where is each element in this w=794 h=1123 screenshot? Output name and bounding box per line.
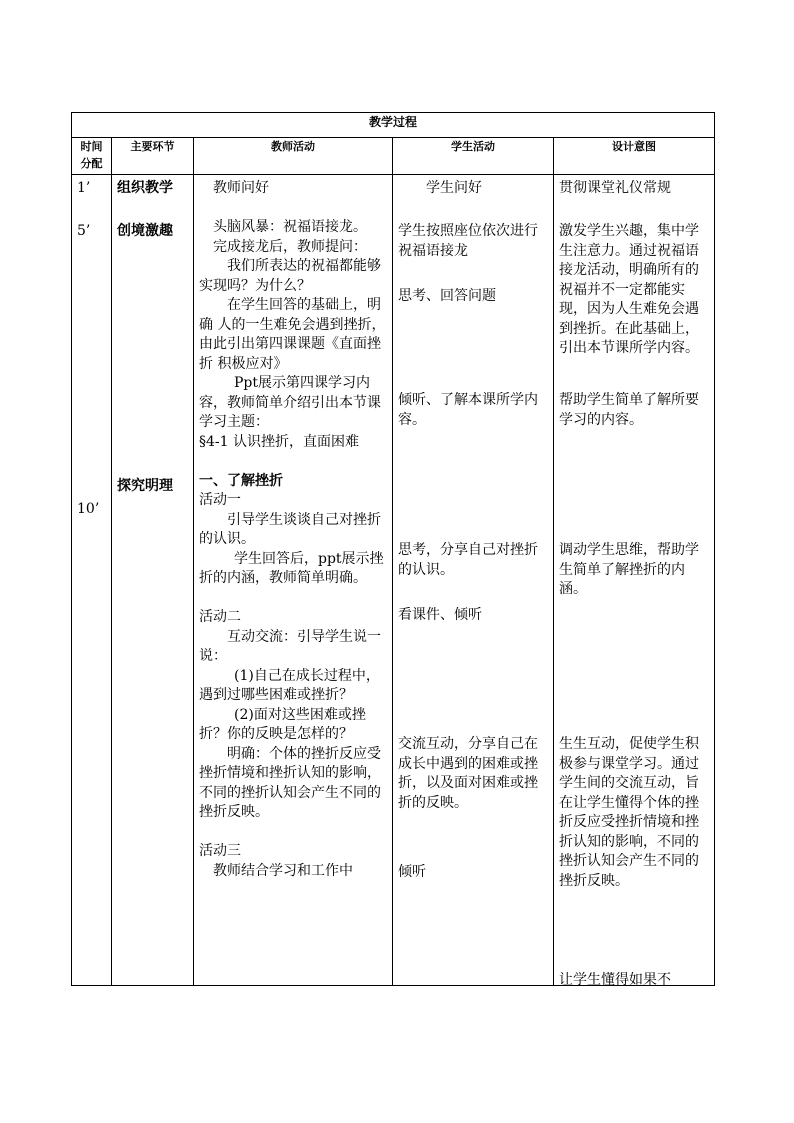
teacher-text: 学生回答后，ppt展示挫折的内涵，教师简单明确。 <box>199 550 384 586</box>
teacher-text: 互动交流：引导学生说一说： <box>199 628 381 664</box>
design-text: 调动学生思维，帮助学生简单了解挫折的内涵。 <box>559 542 699 597</box>
link-situation: 创境激趣 <box>117 223 173 239</box>
teacher-text: §4-1 认识挫折，直面困难 <box>199 433 359 450</box>
teacher-text: (2)面对这些困难或挫折？你的反映是怎样的？ <box>199 706 366 742</box>
link-explore: 探究明理 <box>117 478 173 494</box>
link-organize: 组织教学 <box>117 180 173 196</box>
design-text: 激发学生兴趣，集中学生注意力。通过祝福语接龙活动，明确所有的祝福并不一定都能实现，因为人生难免会遇到挫折。在此基础上，引出本节课所学内容。 <box>559 223 699 356</box>
student-text: 思考，分享自己对挫折的认识。 <box>398 542 538 578</box>
teacher-text: 引导学生谈谈自己对挫折的认识。 <box>199 511 381 547</box>
design-text: 让学生懂得如果不 <box>559 972 671 988</box>
teacher-activity-label: 活动三 <box>199 843 241 859</box>
design-text: 帮助学生简单了解所要学习的内容。 <box>559 392 699 428</box>
student-text: 学生问好 <box>426 180 482 196</box>
design-text: 贯彻课堂礼仪常规 <box>559 180 671 196</box>
student-text: 交流互动，分享自己在成长中遇到的困难或挫折，以及面对困难或挫折的反映。 <box>398 736 538 811</box>
teacher-text: 教师结合学习和工作中 <box>213 862 353 879</box>
teacher-activity-label: 活动一 <box>199 492 241 508</box>
teacher-section-heading: 一、了解挫折 <box>199 472 283 489</box>
teacher-text: 在学生回答的基础上，明确 人的一生难免会遇到挫折，由此引出第四课课题《直面挫折 积极应对》 <box>199 297 386 372</box>
header-teacher-activity: 教师活动 <box>194 138 393 175</box>
header-time <box>72 138 112 175</box>
table-title-row <box>72 113 715 138</box>
student-text: 倾听 <box>398 864 426 880</box>
student-text: 思考、回答问题 <box>398 288 496 304</box>
teacher-text: 明确：个体的挫折反应受挫折情境和挫折认知的影响，不同的挫折认知会产生不同的挫折反映。 <box>199 745 381 820</box>
lesson-process-table <box>71 112 715 986</box>
student-activity-cell <box>393 175 554 986</box>
teacher-text: Ppt展示第四课学习内容，教师简单介绍引出本节课学习主题： <box>199 375 381 430</box>
design-text: 生生互动，促使学生积极参与课堂学习。通过学生间的交流互动，旨在让学生懂得个体的挫折反应受挫折情境和挫折认知的影响，不同的挫折认知会产生不同的挫折反映。 <box>559 736 699 889</box>
design-intent-cell <box>554 175 715 986</box>
time-mark-3: 10’ <box>77 501 100 517</box>
student-text: 学生按照座位依次进行祝福语接龙 <box>398 223 538 259</box>
table-title: 教学过程 <box>72 113 715 138</box>
table-body-row <box>72 175 715 986</box>
teacher-text: 头脑风暴：祝福语接龙。 <box>213 219 367 235</box>
table-header-row <box>72 138 715 175</box>
header-time-line1: 时间 <box>80 140 103 153</box>
teacher-activity-label: 活动二 <box>199 609 241 625</box>
header-main-link: 主要环节 <box>112 138 194 175</box>
link-cell <box>112 175 194 986</box>
teacher-text: 教师问好 <box>213 180 269 196</box>
header-design-intent: 设计意图 <box>554 138 715 175</box>
time-mark-1: 1’ <box>77 180 91 196</box>
teacher-text: (1)自己在成长过程中，遇到过哪些困难或挫折？ <box>199 667 380 703</box>
teacher-activity-cell <box>194 175 393 986</box>
time-cell <box>72 175 112 986</box>
header-student-activity: 学生活动 <box>393 138 554 175</box>
teacher-text: 我们所表达的祝福都能够实现吗？为什么？ <box>199 258 381 294</box>
teacher-text: 完成接龙后，教师提问： <box>213 238 367 255</box>
header-time-line2: 分配 <box>80 157 103 170</box>
student-text: 倾听、了解本课所学内容。 <box>398 392 538 428</box>
student-text: 看课件、倾听 <box>398 607 482 623</box>
time-mark-2: 5’ <box>77 223 91 239</box>
